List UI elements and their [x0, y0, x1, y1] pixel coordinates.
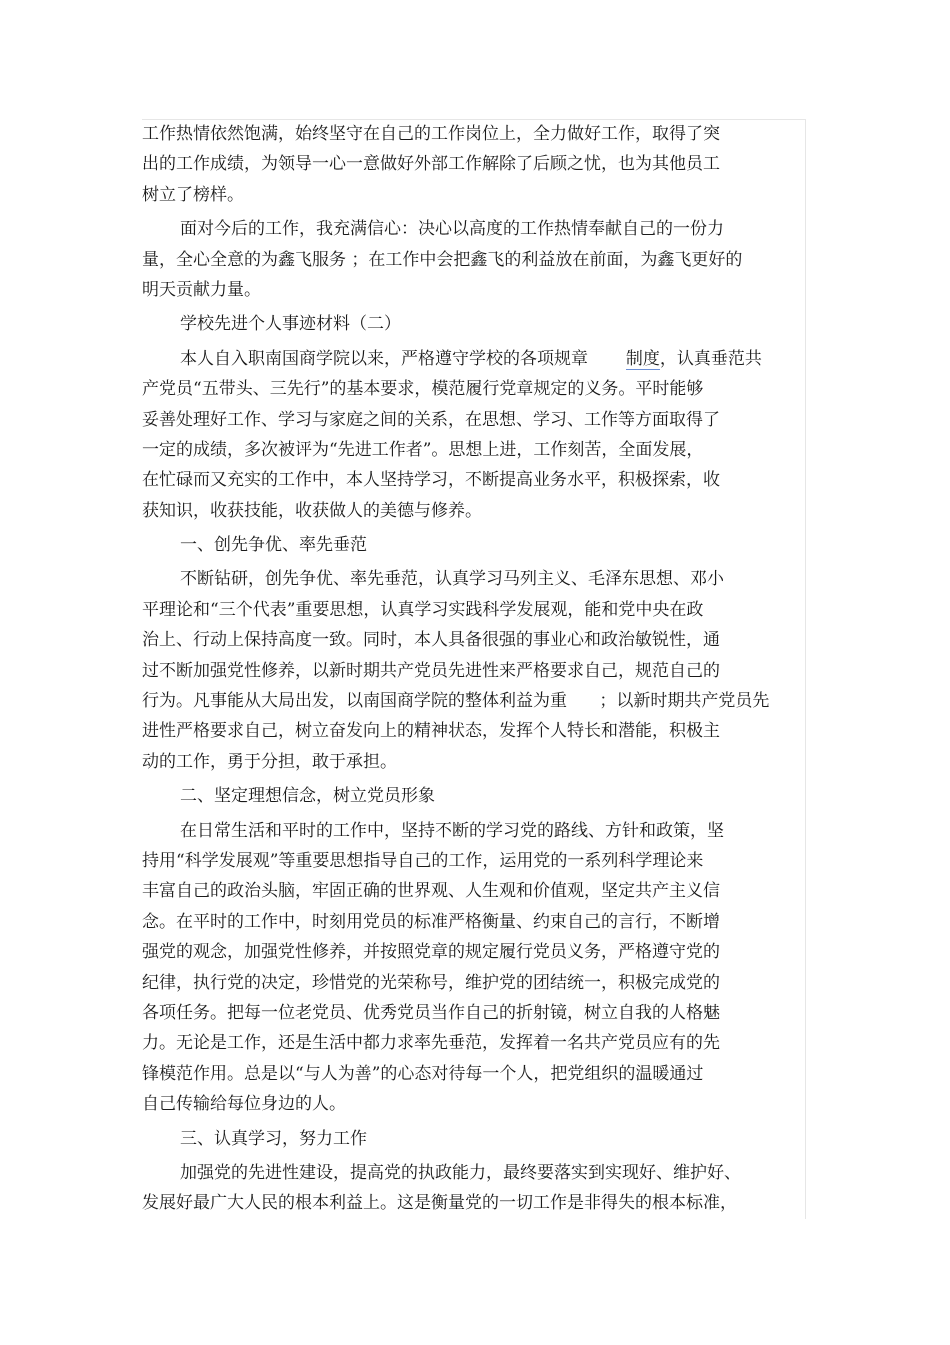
document-body	[142, 119, 806, 1219]
paragraph-line: 明天贡献力量。	[142, 279, 261, 300]
paragraph-line: 力。无论是工作，还是生活中都力求率先垂范，发挥着一名共产党员应有的先	[142, 1033, 720, 1054]
paragraph-line: 自己传输给每位身边的人。	[142, 1094, 346, 1115]
paragraph-line: 进性严格要求自己，树立奋发向上的精神状态，发挥个人特长和潜能，积极主	[142, 721, 720, 742]
paragraph-line: 强党的观念，加强党性修养，并按照党章的规定履行党员义务，严格遵守党的	[142, 942, 720, 963]
paragraph-line: 动的工作，勇于分担，敢于承担。	[142, 751, 397, 772]
paragraph-line: 工作热情依然饱满，始终坚守在自己的工作岗位上，全力做好工作，取得了突	[142, 124, 720, 144]
paragraph-line: 在日常生活和平时的工作中，坚持不断的学习党的路线、方针和政策，坚	[180, 820, 724, 841]
paragraph-line: 出的工作成绩，为领导一心一意做好外部工作解除了后顾之忧，也为其他员工	[142, 154, 720, 175]
paragraph-line: 在忙碌而又充实的工作中，本人坚持学习，不断提高业务水平，积极探索，收	[142, 470, 720, 491]
paragraph-line: 平理论和“三个代表”重要思想，认真学习实践科学发展观，能和党中央在政	[142, 599, 704, 620]
paragraph-line: 产党员“五带头、三先行”的基本要求，模范履行党章规定的义务。平时能够	[142, 379, 704, 400]
paragraph-line: 行为。凡事能从大局出发，以南国商学院的整体利益为重 ；以新时期共产党员先	[142, 691, 770, 712]
paragraph-line: 锋模范作用。总是以“与人为善”的心态对待每一个人，把党组织的温暖通过	[142, 1063, 704, 1084]
paragraph-line: 量，全心全意的为鑫飞服务 ；在工作中会把鑫飞的利益放在前面，为鑫飞更好的	[142, 249, 743, 270]
paragraph-text: 本人自入职南国商学院以来，严格遵守学校的各项规章	[180, 348, 626, 369]
paragraph-line: 加强党的先进性建设，提高党的执政能力，最终要落实到实现好、维护好、	[180, 1162, 741, 1183]
section-heading: 三、认真学习，努力工作	[180, 1128, 367, 1149]
paragraph-line: 面对今后的工作，我充满信心：决心以高度的工作热情奉献自己的一份力	[180, 219, 724, 240]
paragraph-line: 获知识，收获技能，收获做人的美德与修养。	[142, 500, 482, 521]
section-title: 学校先进个人事迹材料（二）	[180, 314, 401, 335]
paragraph-line	[142, 344, 806, 374]
paragraph-line: 发展好最广大人民的根本利益上。这是衡量党的一切工作是非得失的根本标准，	[142, 1193, 737, 1214]
paragraph-line: 念。在平时的工作中，时刻用党员的标准严格衡量、约束自己的言行，不断增	[142, 911, 720, 932]
paragraph-text: ，认真垂范共	[659, 348, 762, 369]
paragraph-line: 纪律，执行党的决定，珍惜党的光荣称号，维护党的团结统一，积极完成党的	[142, 972, 720, 993]
paragraph-line: 一定的成绩，多次被评为“先进工作者”。思想上进，工作刻苦，全面发展，	[142, 439, 704, 460]
paragraph-line: 过不断加强党性修养，以新时期共产党员先进性来严格要求自己，规范自己的	[142, 660, 720, 681]
underlined-word: 制度	[625, 348, 660, 369]
section-heading: 二、坚定理想信念，树立党员形象	[180, 786, 435, 807]
paragraph-line: 治上、行动上保持高度一致。同时，本人具备很强的事业心和政治敏锐性，通	[142, 630, 720, 651]
paragraph-line: 丰富自己的政治头脑，牢固正确的世界观、人生观和价值观，坚定共产主义信	[142, 881, 720, 902]
paragraph-line: 各项任务。把每一位老党员、优秀党员当作自己的折射镜，树立自我的人格魅	[142, 1002, 720, 1023]
paragraph-line: 不断钻研，创先争优、率先垂范，认真学习马列主义、毛泽东思想、邓小	[180, 569, 724, 590]
paragraph-line: 妥善处理好工作、学习与家庭之间的关系，在思想、学习、工作等方面取得了	[142, 409, 720, 430]
section-heading: 一、创先争优、率先垂范	[180, 535, 367, 556]
paragraph-line: 树立了榜样。	[142, 184, 244, 205]
paragraph-line: 持用“科学发展观”等重要思想指导自己的工作，运用党的一系列科学理论来	[142, 850, 704, 871]
